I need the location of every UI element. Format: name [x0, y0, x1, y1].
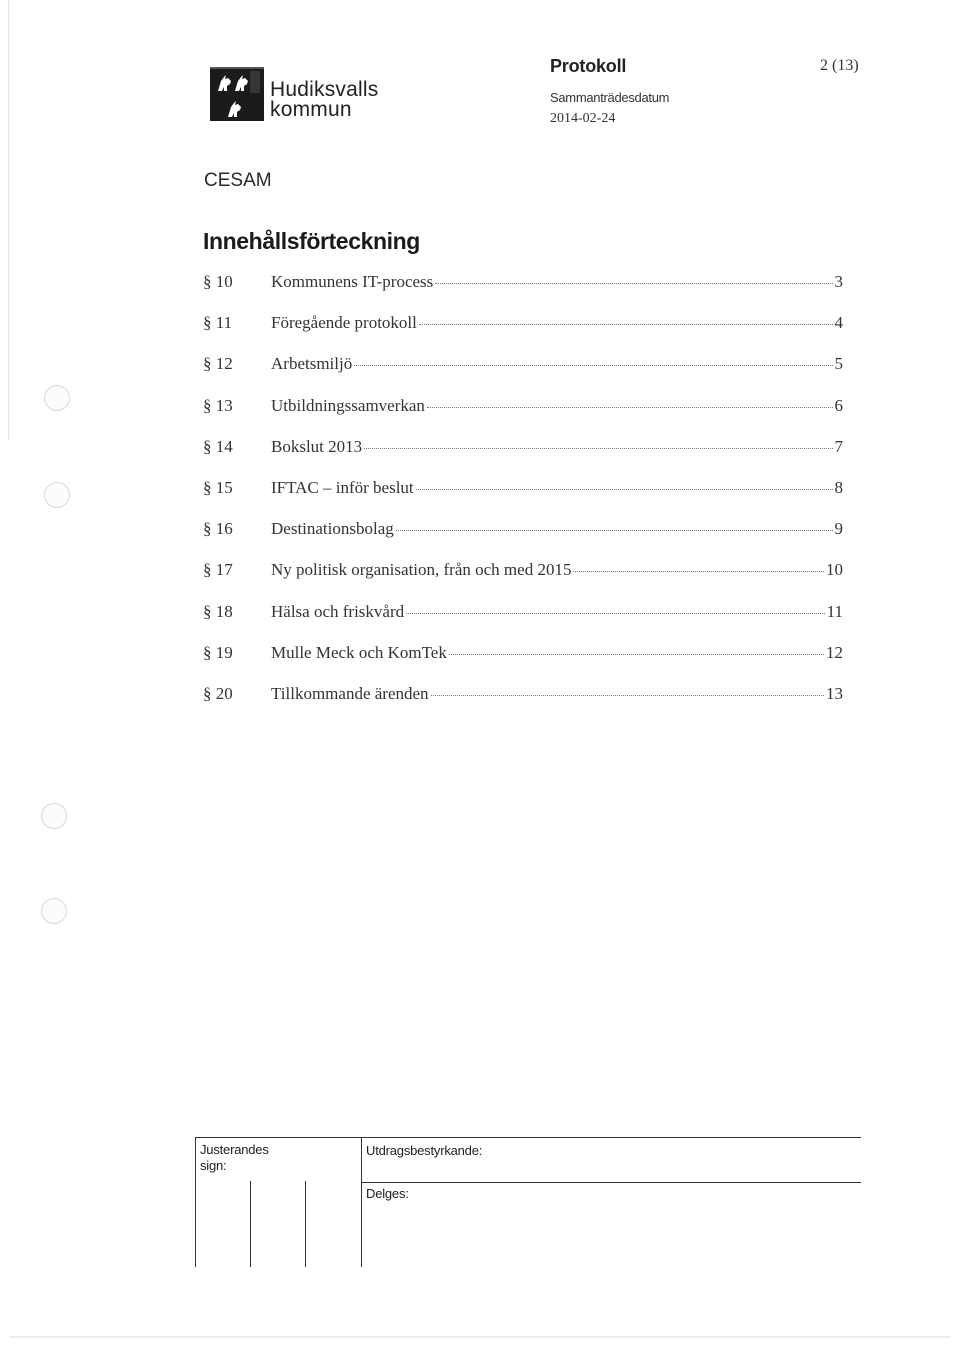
table-of-contents — [203, 272, 843, 725]
toc-label: Hälsa och friskvård — [271, 601, 405, 621]
toc-section-number: § 13 — [203, 395, 233, 415]
toc-section-number: § 19 — [203, 642, 233, 662]
toc-page: 10 — [826, 560, 843, 580]
toc-label: Destinationsbolag — [271, 519, 394, 539]
toc-entry — [203, 354, 843, 395]
toc-entry — [203, 437, 843, 478]
toc-label: Utbildningssamverkan — [271, 395, 425, 415]
meeting-date-label: Sammanträdesdatum — [550, 90, 670, 105]
toc-leader — [419, 324, 833, 325]
toc-label: Tillkommande ärenden — [271, 683, 429, 703]
toc-page: 7 — [834, 436, 843, 456]
toc-entry — [203, 519, 843, 560]
signature-field-divider — [250, 1181, 251, 1267]
justerandes-sign-label: Justerandes sign: — [200, 1142, 269, 1173]
toc-label: Ny politisk organisation, från och med 2015 — [271, 560, 572, 580]
divider — [195, 1137, 196, 1267]
meeting-date: 2014-02-24 — [550, 111, 616, 126]
org-name-line1: Hudiksvalls — [270, 78, 379, 101]
toc-section-number: § 16 — [203, 519, 233, 539]
toc-title: Innehållsförteckning — [203, 228, 420, 254]
toc-entry — [203, 478, 843, 519]
municipality-logo — [210, 67, 378, 121]
divider — [361, 1137, 861, 1138]
department-name: CESAM — [204, 170, 272, 191]
toc-page: 4 — [834, 313, 843, 333]
document-header — [550, 56, 669, 127]
divider — [361, 1137, 362, 1267]
toc-leader — [396, 530, 833, 531]
toc-section-number: § 18 — [203, 601, 233, 621]
divider — [361, 1182, 861, 1183]
toc-entry — [203, 313, 843, 354]
toc-entry — [203, 272, 843, 313]
toc-leader — [573, 571, 824, 572]
goat-emblem-icon — [210, 67, 264, 121]
toc-section-number: § 17 — [203, 560, 233, 580]
divider — [195, 1137, 361, 1138]
signature-block — [195, 1137, 861, 1267]
toc-leader — [435, 283, 832, 284]
toc-leader — [431, 695, 824, 696]
toc-label: Mulle Meck och KomTek — [271, 642, 447, 662]
page-edge-bottom — [10, 1336, 950, 1338]
punch-hole — [41, 898, 67, 924]
org-name — [270, 80, 378, 120]
document-type: Protokoll — [550, 56, 627, 76]
toc-section-number: § 20 — [203, 683, 233, 703]
org-name-line2: kommun — [270, 98, 352, 121]
toc-section-number: § 15 — [203, 477, 233, 497]
toc-leader — [427, 407, 833, 408]
punch-hole — [41, 803, 67, 829]
signature-field-divider — [305, 1181, 306, 1267]
toc-page: 3 — [834, 272, 843, 291]
toc-leader — [364, 448, 832, 449]
toc-leader — [449, 654, 824, 655]
toc-entry — [203, 684, 843, 725]
toc-entry — [203, 643, 843, 684]
toc-label: Föregående protokoll — [271, 313, 417, 333]
toc-section-number: § 12 — [203, 354, 233, 374]
toc-label: Bokslut 2013 — [271, 436, 363, 456]
punch-hole — [44, 385, 70, 411]
toc-page: 11 — [826, 601, 843, 621]
toc-page: 5 — [834, 354, 843, 374]
toc-page: 13 — [826, 683, 843, 703]
punch-hole — [44, 482, 70, 508]
toc-label: Kommunens IT-process — [271, 272, 434, 291]
toc-page: 6 — [834, 395, 843, 415]
toc-entry — [203, 602, 843, 643]
toc-entry — [203, 396, 843, 437]
toc-section-number: § 11 — [203, 313, 233, 333]
toc-page: 9 — [834, 519, 843, 539]
toc-label: IFTAC – inför beslut — [271, 477, 414, 497]
utdragsbestyrkande-label: Utdragsbestyrkande: — [366, 1143, 483, 1158]
page-edge — [8, 0, 9, 440]
delges-label: Delges: — [366, 1186, 409, 1201]
toc-entry — [203, 560, 843, 601]
toc-page: 12 — [826, 642, 843, 662]
toc-section-number: § 10 — [203, 272, 233, 291]
toc-leader — [406, 613, 825, 614]
toc-label: Arbetsmiljö — [271, 354, 353, 374]
page-number: 2 (13) — [820, 57, 859, 74]
toc-leader — [354, 365, 832, 366]
toc-page: 8 — [834, 477, 843, 497]
toc-leader — [416, 489, 833, 490]
toc-section-number: § 14 — [203, 436, 233, 456]
